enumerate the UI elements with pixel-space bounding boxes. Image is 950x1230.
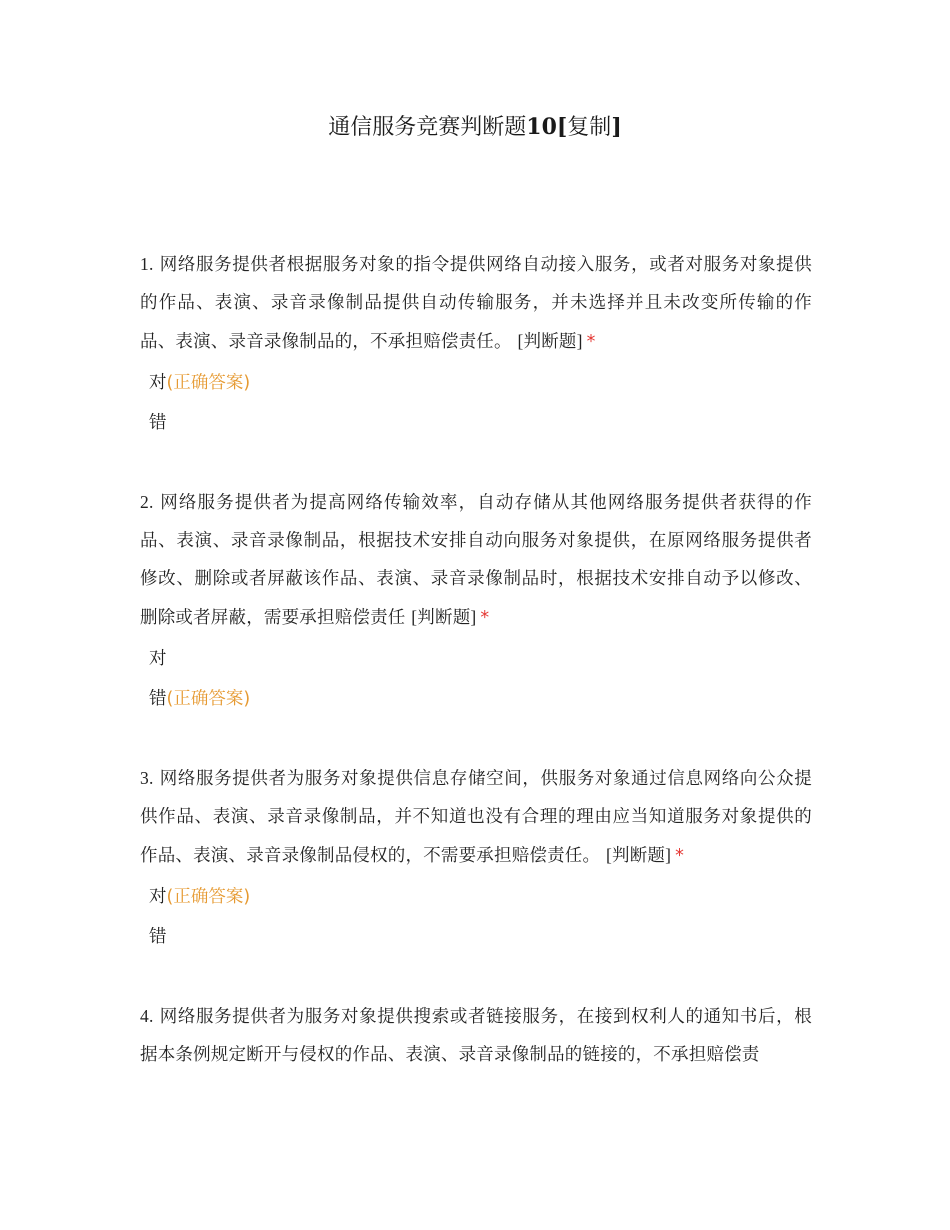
question-text (140, 759, 812, 875)
title-main: 通信服务竞赛判断题 (328, 115, 527, 140)
required-mark: * (480, 608, 490, 628)
question-body: 网络服务提供者为提高网络传输效率，自动存储从其他网络服务提供者获得的作品、表演、录音录像制品，根据技术安排自动向服务对象提供，在原网络服务提供者修改、删除或者屏蔽该作品、表演、录音录像制品时，根据技术安排自动予以修改、删除或者屏蔽，需要承担赔偿责任 (140, 493, 813, 628)
question-text (140, 997, 812, 1074)
correct-answer-tag: (正确答案) (166, 689, 251, 709)
title-end: ] (611, 114, 622, 140)
option-label: 对 (149, 373, 167, 393)
correct-answer-tag: (正确答案) (166, 373, 251, 393)
question-number: 2. (140, 492, 154, 512)
question-number: 4. (140, 1006, 154, 1026)
question-type: [判断题] (411, 607, 477, 627)
required-mark: * (675, 846, 685, 866)
question-2 (140, 483, 812, 719)
option-label: 对 (149, 887, 167, 907)
question-number: 3. (140, 768, 154, 788)
question-4 (140, 997, 812, 1074)
option-false[interactable] (149, 917, 812, 957)
page-title (0, 110, 950, 145)
question-text (140, 245, 812, 361)
question-1 (140, 245, 812, 443)
title-number: 10[ (526, 114, 568, 140)
question-type: [判断题] (605, 845, 672, 865)
option-label: 错 (149, 689, 167, 709)
question-3 (140, 759, 812, 957)
option-label: 错 (149, 927, 167, 947)
required-mark: * (586, 332, 596, 352)
title-copy: 复制 (567, 115, 612, 140)
option-label: 错 (149, 413, 167, 433)
option-true[interactable] (149, 877, 812, 917)
option-true[interactable] (149, 363, 812, 403)
option-false[interactable] (149, 403, 812, 443)
options-list (140, 877, 812, 957)
options-list (140, 363, 812, 443)
options-list (140, 639, 812, 719)
question-body: 网络服务提供者根据服务对象的指令提供网络自动接入服务，或者对服务对象提供的作品、表演、录音录像制品提供自动传输服务，并未选择并且未改变所传输的作品、表演、录音录像制品的，不承担赔偿责任。 (140, 255, 813, 352)
question-body: 网络服务提供者为服务对象提供搜索或者链接服务，在接到权利人的通知书后，根据本条例规定断开与侵权的作品、表演、录音录像制品的链接的，不承担赔偿责 (140, 1007, 813, 1065)
option-true[interactable] (149, 639, 812, 679)
option-false[interactable] (149, 679, 812, 719)
question-body: 网络服务提供者为服务对象提供信息存储空间，供服务对象通过信息网络向公众提供作品、表演、录音录像制品，并不知道也没有合理的理由应当知道服务对象提供的作品、表演、录音录像制品侵权的，不需要承担赔偿责任。 (140, 769, 813, 866)
question-text (140, 483, 812, 637)
correct-answer-tag: (正确答案) (166, 887, 251, 907)
option-label: 对 (149, 649, 167, 669)
question-number: 1. (140, 254, 154, 274)
question-type: [判断题] (517, 331, 583, 351)
